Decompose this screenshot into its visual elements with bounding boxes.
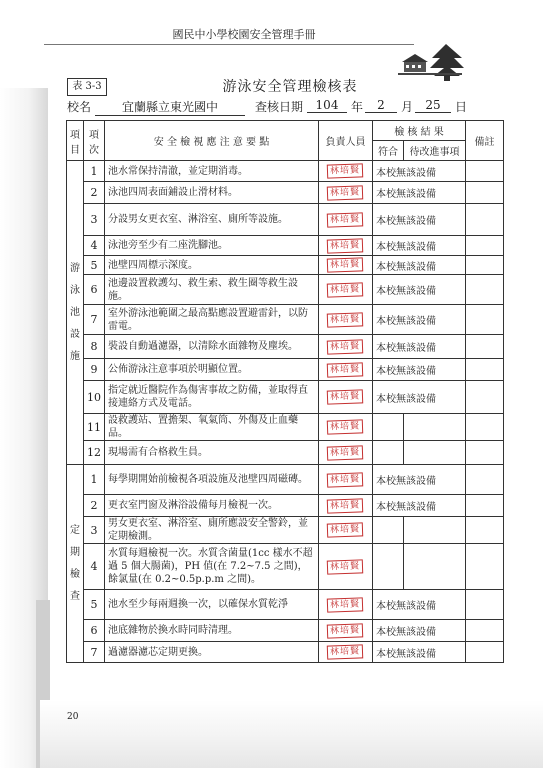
responsible-person-cell: [319, 182, 373, 204]
inspection-item-text: 池邊設置救護勾、救生索、救生圈等救生設施。: [105, 275, 319, 305]
item-number: 1: [84, 465, 105, 495]
inspection-item-text: 現場需有合格救生員。: [105, 441, 319, 465]
table-row: [67, 465, 504, 495]
item-number: 9: [84, 359, 105, 381]
item-number: 3: [84, 204, 105, 236]
footer-band: [40, 700, 543, 768]
item-number: 7: [84, 305, 105, 335]
remark-cell: [466, 544, 504, 590]
table-row: [67, 204, 504, 236]
header-inspection-item: 安 全 檢 視 應 注 意 要 點: [105, 121, 319, 161]
responsible-person-cell: [319, 236, 373, 256]
item-number: 3: [84, 517, 105, 544]
school-name-label: 校名: [67, 100, 92, 114]
inspection-item-text: 男女更衣室、淋浴室、廁所應設安全警鈴，並定期檢測。: [105, 517, 319, 544]
header-category: 項目: [67, 121, 84, 161]
result-cell: 本校無該設備: [373, 256, 466, 275]
responsible-person-cell: [319, 414, 373, 441]
inspector-seal-stamp: 林培賢: [327, 623, 363, 638]
inspector-seal-stamp: 林培賢: [327, 389, 363, 404]
table-row: [67, 381, 504, 414]
table-row: [67, 335, 504, 359]
remark-cell: [466, 495, 504, 517]
responsible-person-cell: [319, 590, 373, 620]
category-char: 期: [70, 546, 80, 558]
inspector-seal-stamp: 林培賢: [327, 419, 363, 434]
result-cell: 本校無該設備: [373, 590, 466, 620]
remark-cell: [466, 305, 504, 335]
responsible-person-cell: [319, 642, 373, 663]
table-row: [67, 441, 504, 465]
responsible-person-cell: [319, 465, 373, 495]
table-row: [67, 590, 504, 620]
item-number: 4: [84, 544, 105, 590]
result-cell: 本校無該設備: [373, 275, 466, 305]
checklist-table: [66, 120, 504, 663]
remark-cell: [466, 620, 504, 642]
result-cell: 本校無該設備: [373, 335, 466, 359]
result-cell: 本校無該設備: [373, 495, 466, 517]
inspector-seal-stamp: 林培賢: [327, 445, 363, 460]
inspection-item-text: 指定就近醫院作為傷害事故之防備，並取得直接連絡方式及電話。: [105, 381, 319, 414]
item-number: 1: [84, 161, 105, 182]
remark-cell: [466, 236, 504, 256]
responsible-person-cell: [319, 275, 373, 305]
item-number: 11: [84, 414, 105, 441]
inspection-item-text: 過濾器濾芯定期更換。: [105, 642, 319, 663]
item-number: 6: [84, 620, 105, 642]
school-info-row: [67, 98, 477, 118]
table-row: [67, 305, 504, 335]
inspection-year-value: 104: [307, 98, 347, 113]
pending-improvement-cell: [404, 441, 466, 465]
header-remark: 備註: [466, 121, 504, 161]
item-number: 8: [84, 335, 105, 359]
inspector-seal-stamp: 林培賢: [327, 312, 363, 327]
table-row: [67, 620, 504, 642]
remark-cell: [466, 441, 504, 465]
item-number: 5: [84, 590, 105, 620]
remark-cell: [466, 204, 504, 236]
category-char: 施: [70, 350, 80, 362]
remark-cell: [466, 642, 504, 663]
table-row: [67, 275, 504, 305]
inspector-seal-stamp: 林培賢: [327, 644, 363, 659]
responsible-person-cell: [319, 381, 373, 414]
inspection-item-text: 室外游泳池範圍之最高點應設置避雷針，以防雷電。: [105, 305, 319, 335]
inspector-seal-stamp: 林培賢: [327, 362, 363, 377]
remark-cell: [466, 465, 504, 495]
responsible-person-cell: [319, 256, 373, 275]
responsible-person-cell: [319, 161, 373, 182]
remark-cell: [466, 414, 504, 441]
category-char: 查: [70, 590, 80, 602]
category-char: 定: [70, 524, 80, 536]
inspection-date-label: 查核日期: [255, 100, 304, 114]
responsible-person-cell: [319, 335, 373, 359]
inspection-item-text: 池水常保持清澈，並定期消毒。: [105, 161, 319, 182]
month-label: 月: [401, 100, 414, 114]
inspection-item-text: 裝設自動過濾器，以清除水面雜物及塵埃。: [105, 335, 319, 359]
inspector-seal-stamp: 林培賢: [327, 339, 363, 354]
category-cell: [67, 161, 84, 465]
form-code-box: 表 3-3: [67, 78, 107, 96]
inspector-seal-stamp: 林培賢: [327, 498, 363, 513]
category-char: 游: [70, 262, 80, 274]
table-row: [67, 642, 504, 663]
day-label: 日: [455, 100, 468, 114]
inspector-seal-stamp: 林培賢: [327, 257, 363, 272]
item-number: 12: [84, 441, 105, 465]
inspection-item-text: 更衣室門窗及淋浴設備每月檢視一次。: [105, 495, 319, 517]
table-row: [67, 256, 504, 275]
inspector-seal-stamp: 林培賢: [327, 597, 363, 612]
table-row: [67, 236, 504, 256]
item-number: 10: [84, 381, 105, 414]
result-cell: [373, 414, 404, 441]
result-cell: 本校無該設備: [373, 161, 466, 182]
inspector-seal-stamp: 林培賢: [327, 522, 363, 537]
inspector-seal-stamp: 林培賢: [327, 472, 363, 487]
result-cell: [373, 441, 404, 465]
result-cell: 本校無該設備: [373, 182, 466, 204]
header-responsible-person: 負責人員: [319, 121, 373, 161]
responsible-person-cell: [319, 359, 373, 381]
table-row: [67, 544, 504, 590]
result-cell: [373, 544, 404, 590]
inspector-seal-stamp: 林培賢: [327, 282, 363, 297]
remark-cell: [466, 381, 504, 414]
remark-cell: [466, 161, 504, 182]
inspector-seal-stamp: 林培賢: [327, 559, 363, 574]
inspector-seal-stamp: 林培賢: [327, 185, 363, 200]
inspector-seal-stamp: 林培賢: [327, 163, 363, 178]
inspection-item-text: 公佈游泳注意事項於明顯位置。: [105, 359, 319, 381]
remark-cell: [466, 517, 504, 544]
inspection-item-text: 池水至少每兩週換一次，以確保水質乾淨: [105, 590, 319, 620]
inspection-item-text: 每學期開始前檢視各項設施及池壁四周磁磚。: [105, 465, 319, 495]
inspection-month-value: 2: [365, 98, 397, 113]
inspection-item-text: 泳池旁至少有二座洗腳池。: [105, 236, 319, 256]
remark-cell: [466, 275, 504, 305]
category-cell: [67, 465, 84, 663]
remark-cell: [466, 335, 504, 359]
pending-improvement-cell: [404, 544, 466, 590]
category-char: 泳: [70, 284, 80, 296]
school-name-value: 宜蘭縣立東光國中: [95, 98, 245, 116]
inspection-item-text: 分設男女更衣室、淋浴室、廁所等設施。: [105, 204, 319, 236]
result-cell: 本校無該設備: [373, 305, 466, 335]
header-pending-improvement: 待改進事項: [404, 141, 466, 161]
remark-cell: [466, 256, 504, 275]
category-char: 設: [70, 328, 80, 340]
remark-cell: [466, 182, 504, 204]
result-cell: 本校無該設備: [373, 381, 466, 414]
item-number: 6: [84, 275, 105, 305]
pending-improvement-cell: [404, 414, 466, 441]
inspection-item-text: 池壁四周標示深度。: [105, 256, 319, 275]
item-number: 5: [84, 256, 105, 275]
table-row: [67, 182, 504, 204]
category-char: 檢: [70, 568, 80, 580]
page-number: 20: [67, 712, 79, 722]
table-row: [67, 495, 504, 517]
item-number: 2: [84, 182, 105, 204]
table-row: [67, 517, 504, 544]
result-cell: 本校無該設備: [373, 236, 466, 256]
item-number: 2: [84, 495, 105, 517]
table-row: [67, 359, 504, 381]
category-char: 池: [70, 306, 80, 318]
inspection-item-text: 水質每週檢視一次。水質含菌量(1cc 樣水不超過 5 個大腸菌)，PH 值(在 7.2~7.5 之間)， 餘氯量(在 0.2~0.5p.p.m 之間)。: [105, 544, 319, 590]
responsible-person-cell: [319, 204, 373, 236]
header-number: 項次: [84, 121, 105, 161]
result-cell: 本校無該設備: [373, 642, 466, 663]
table-row: [67, 414, 504, 441]
item-number: 7: [84, 642, 105, 663]
year-label: 年: [351, 100, 364, 114]
result-cell: 本校無該設備: [373, 359, 466, 381]
responsible-person-cell: [319, 517, 373, 544]
pending-improvement-cell: [404, 517, 466, 544]
remark-cell: [466, 359, 504, 381]
responsible-person-cell: [319, 495, 373, 517]
header-rule: [44, 44, 414, 45]
inspection-item-text: 設救護站、置擔架、氧氣筒、外傷及止血藥品。: [105, 414, 319, 441]
result-cell: 本校無該設備: [373, 465, 466, 495]
inspection-item-text: 泳池四周表面鋪設止滑材料。: [105, 182, 319, 204]
handbook-title: 國民中小學校園安全管理手冊: [172, 28, 316, 41]
inspection-day-value: 25: [415, 98, 451, 113]
result-cell: 本校無該設備: [373, 620, 466, 642]
responsible-person-cell: [319, 305, 373, 335]
responsible-person-cell: [319, 620, 373, 642]
form-title: 游泳安全管理檢核表: [222, 79, 358, 95]
item-number: 4: [84, 236, 105, 256]
inspector-seal-stamp: 林培賢: [327, 238, 363, 253]
responsible-person-cell: [319, 441, 373, 465]
remark-cell: [466, 590, 504, 620]
result-cell: 本校無該設備: [373, 204, 466, 236]
inspection-item-text: 池底雜物於換水時同時清理。: [105, 620, 319, 642]
header-compliant: 符合: [373, 141, 404, 161]
responsible-person-cell: [319, 544, 373, 590]
inspector-seal-stamp: 林培賢: [327, 212, 363, 227]
result-cell: [373, 517, 404, 544]
header-inspection-result: 檢 核 結 果: [373, 121, 466, 141]
table-row: [67, 161, 504, 182]
